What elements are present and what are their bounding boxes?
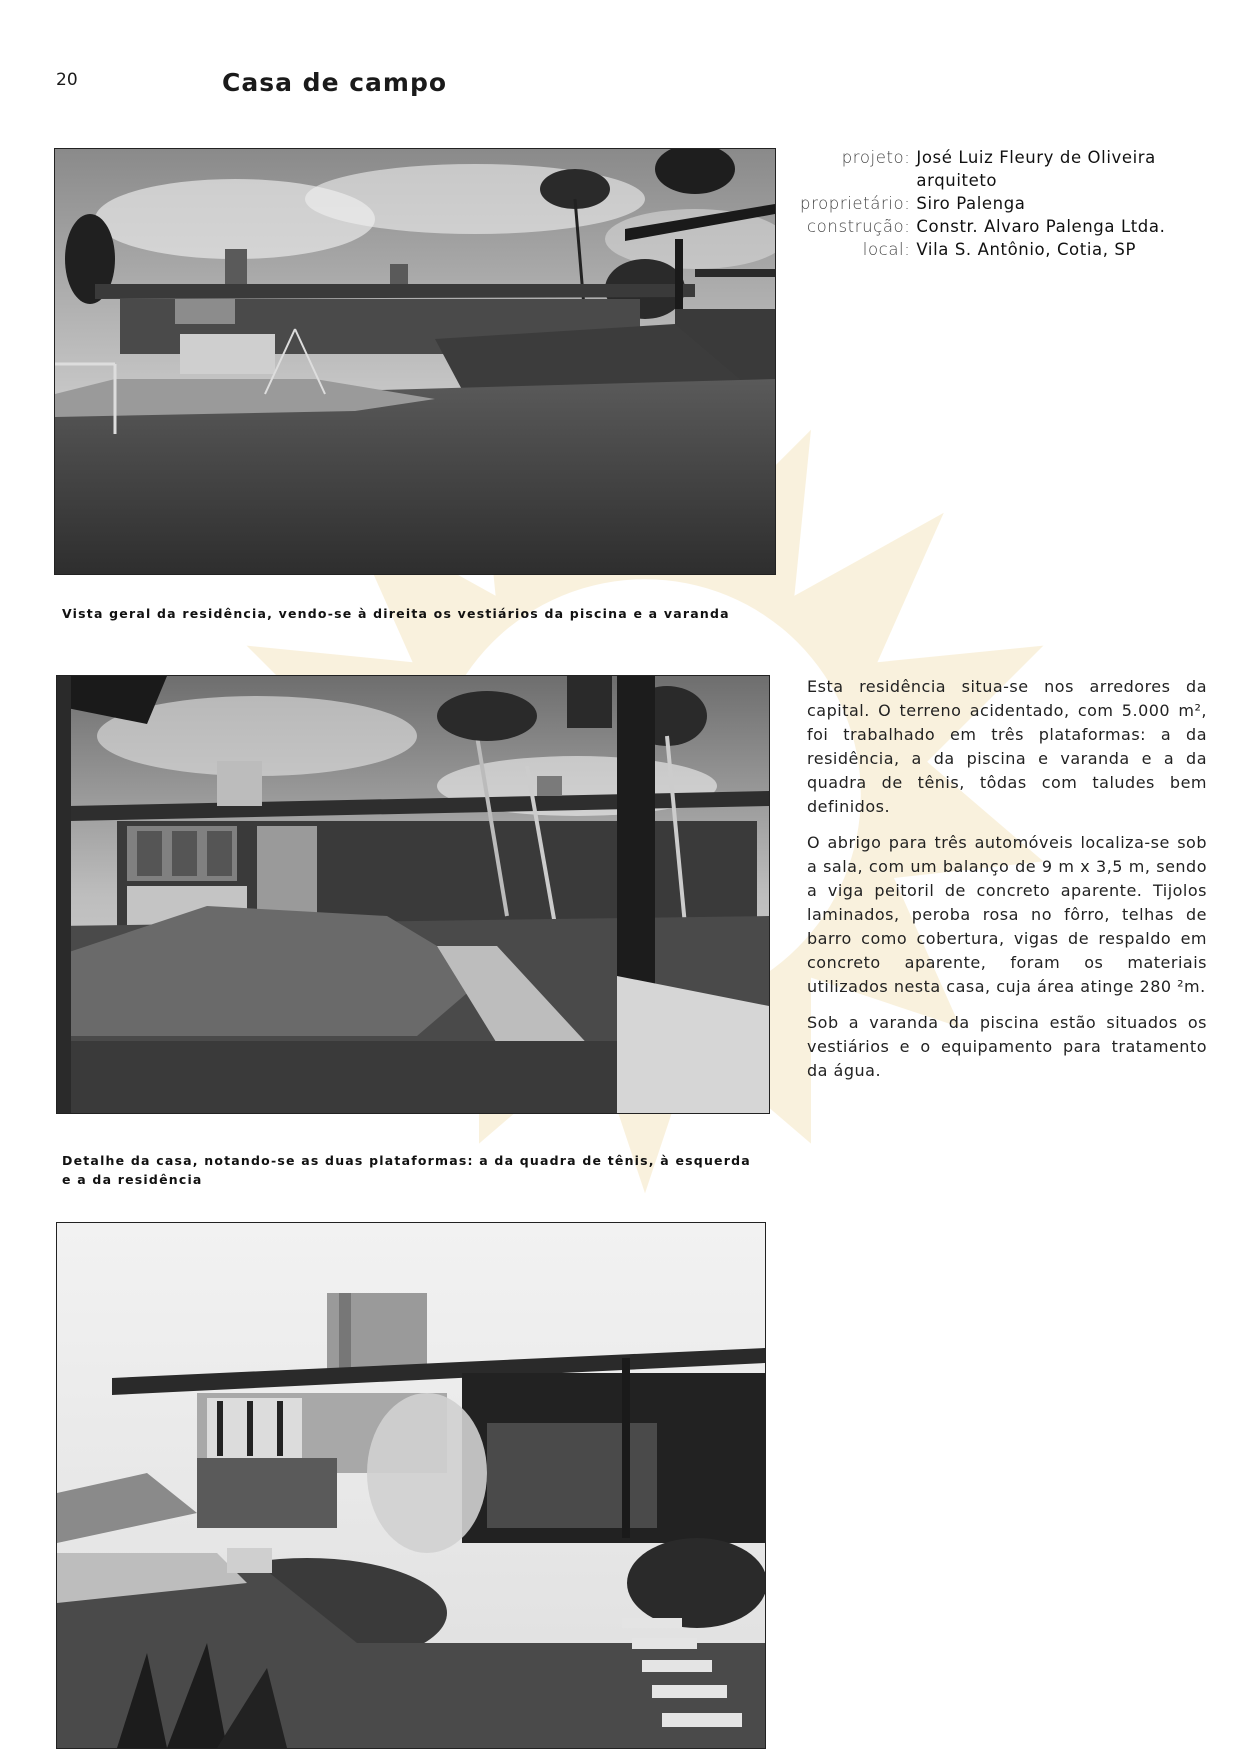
credit-row-role — [800, 169, 1165, 192]
credit-value: José Luiz Fleury de Oliveira — [916, 148, 1156, 167]
credit-value: Constr. Alvaro Palenga Ltda. — [916, 217, 1166, 236]
credit-label: local: — [862, 240, 911, 259]
body-paragraph: Sob a varanda da piscina estão situados os vestiários e o equipamento para tratamento da água. — [807, 1013, 1207, 1080]
photo-general-view — [54, 148, 776, 575]
caption-photo-general-view: Vista geral da residência, vendo-se à direita os vestiários da piscina e a varanda — [62, 606, 730, 621]
credit-value: Vila S. Antônio, Cotia, SP — [916, 240, 1137, 259]
project-credits — [800, 146, 1165, 261]
credit-row-proprietario — [800, 192, 1165, 215]
caption-photo-house-detail: Detalhe da casa, notando-se as duas plataformas: a da quadra de tênis, à esquerda e a da residência — [62, 1153, 751, 1187]
credit-label: projeto: — [841, 148, 911, 167]
credit-label — [800, 169, 916, 192]
credit-row-projeto — [800, 146, 1165, 169]
article-body — [807, 675, 1207, 1095]
page-number: 20 — [56, 70, 78, 90]
credit-row-construcao — [800, 215, 1165, 238]
photo-house-detail — [56, 675, 770, 1114]
credit-row-local — [800, 238, 1165, 261]
credit-value: Siro Palenga — [916, 194, 1026, 213]
credit-label: proprietário: — [800, 194, 911, 213]
body-paragraph: O abrigo para três automóveis localiza-se sob a sala, com um balanço de 9 m x 3,5 m, sendo a viga peitoril de concreto aparente. Tijolos laminados, peroba rosa no fôrro, telhas de barro como cobertura, vigas de respaldo em concreto aparente, foram os materiais utilizados nesta casa, cuja área atinge 280 ²m. — [807, 833, 1207, 996]
photo-facade — [56, 1222, 766, 1749]
page-title: Casa de campo — [222, 68, 448, 97]
credit-label: construção: — [807, 217, 911, 236]
credit-value: arquiteto — [916, 171, 998, 190]
body-paragraph: Esta residência situa-se nos arredores da capital. O terreno acidentado, com 5.000 m², foi trabalhado em três plataformas: a da residência, a da piscina e varanda e a da quadra de tênis, tôdas com taludes bem definidos. — [807, 677, 1207, 816]
